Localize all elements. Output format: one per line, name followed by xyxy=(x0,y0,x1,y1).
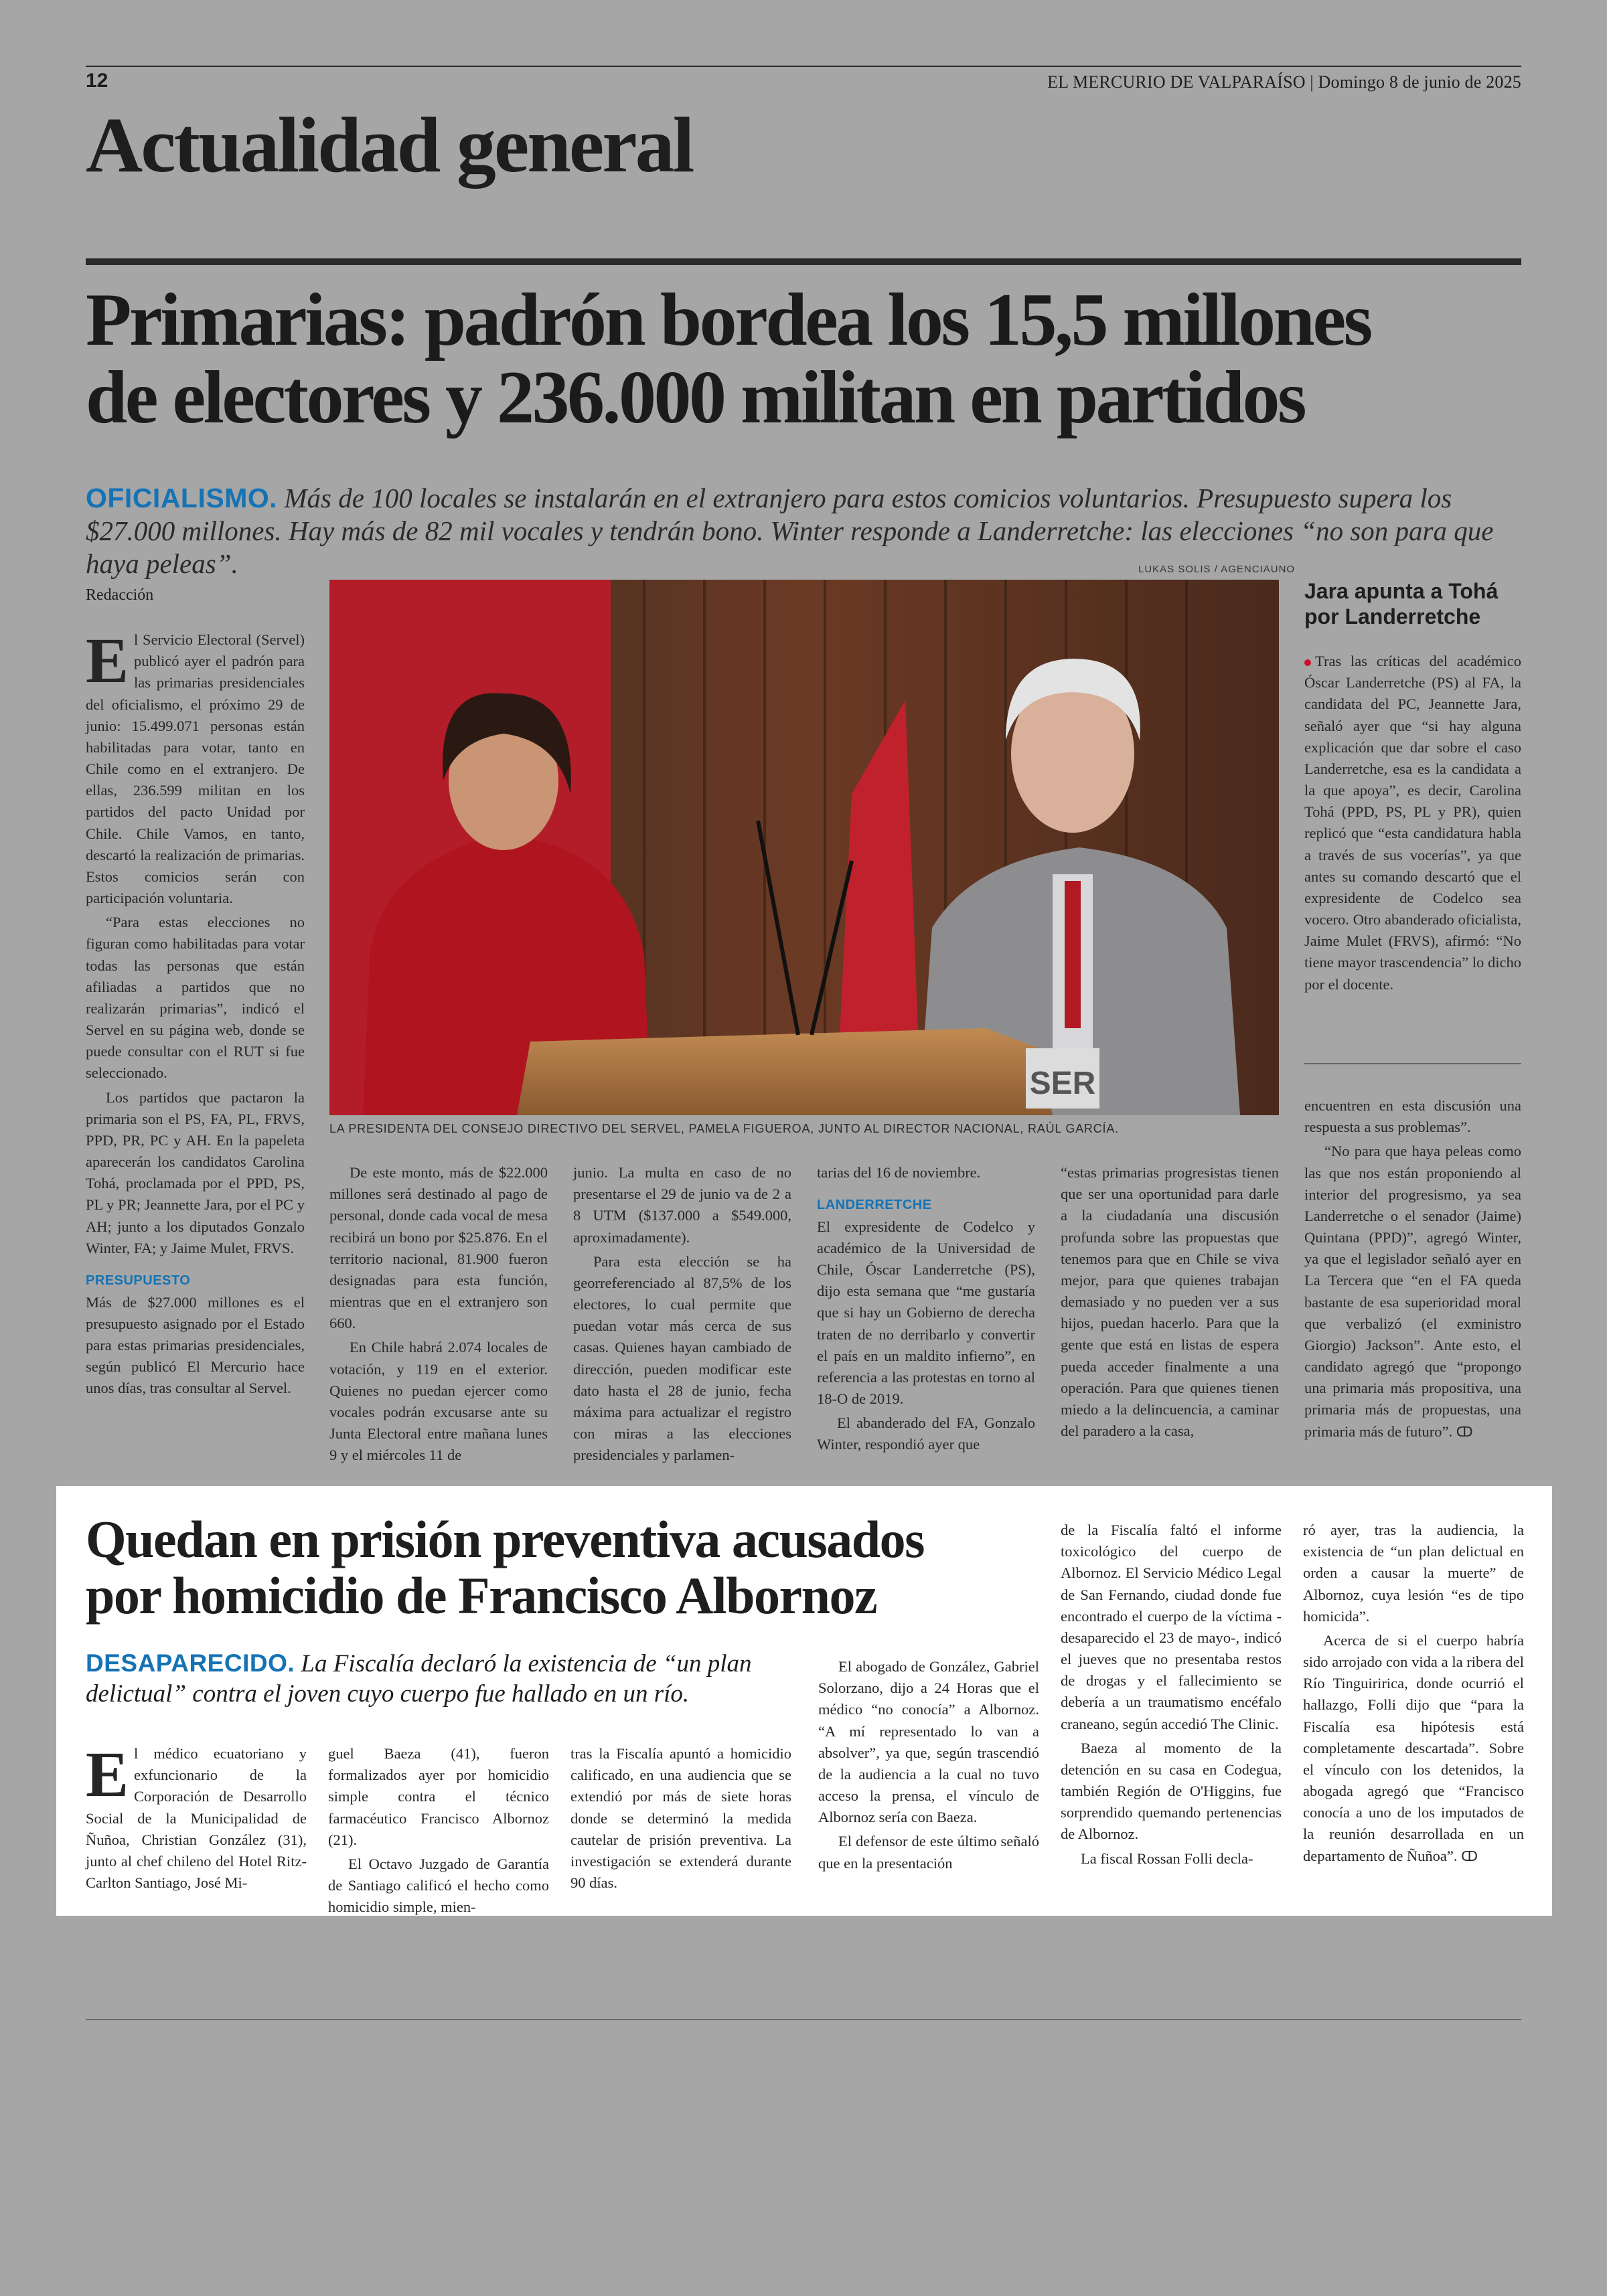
main-deck xyxy=(86,482,1532,581)
second-headline-line2: por homicidio de Francisco Albornoz xyxy=(86,1566,877,1625)
main-col-6 xyxy=(1304,1095,1521,1445)
second-deck-kicker: DESAPARECIDO. xyxy=(86,1649,295,1677)
byline: Redacción xyxy=(86,586,154,604)
main-headline-line2: de electores y 236.000 militan en partidos xyxy=(86,356,1305,440)
second-col-4 xyxy=(818,1656,1039,1877)
second-headline-line1: Quedan en prisión preventiva acusados xyxy=(86,1510,924,1568)
main-col-3 xyxy=(573,1162,791,1469)
subhead-landerretche: LANDERRETCHE xyxy=(817,1198,932,1213)
main-col-5 xyxy=(1061,1162,1279,1445)
second-col-6 xyxy=(1303,1520,1524,1870)
second-col2-p1: guel Baeza (41), fueron formalizados ayer por homicidio simple contra el técnico farmacéutico Francisco Albornoz (21). xyxy=(328,1745,549,1848)
main-col6-p2: “No para que haya peleas como las que nos están proponiendo al interior del progresismo, ya sea Landerretche o el senador (Jaime) Quintana (PPD)”, agregó Winter, ya que el legislador señaló ayer en La Tercera que “en el FA queda bastante de esa superioridad moral que verbalizó (el exministro Giorgio) Jackson”. Ante esto, el candidato agregó que “propongo una primaria más propositiva, una primaria más de propuestas, una primaria más de futuro”. ↀ xyxy=(1304,1143,1521,1440)
dateline: EL MERCURIO DE VALPARAÍSO | Domingo 8 de junio de 2025 xyxy=(1047,72,1521,92)
main-col2-p1: De este monto, más de $22.000 millones será destinado al pago de personal, donde cada vocal de mesa recibirá un bono por $25.876. En el territorio nacional, 81.900 fueron designadas para esta función, mientras que en el extranjero son 660. xyxy=(329,1164,548,1332)
main-col1-p2: “Para estas elecciones no figuran como habilitadas para votar todas las personas que están afiliadas a partidos que no realizarán primarias”, indicó el Servel en su página web, donde se puede consultar con el RUT si fue seleccionado. xyxy=(86,914,305,1082)
second-col4-p1: El abogado de González, Gabriel Solorzano, dijo a 24 Horas que el médico “no conocía” a Albornoz. “A mí representado lo van a absolver”, ya que, según trascendió de la audiencia a la cual no tuvo acceso la prensa, el vínculo de Albornoz sería con Baeza. xyxy=(818,1658,1039,1826)
second-deck xyxy=(86,1648,809,1709)
dropcap: E xyxy=(86,625,129,696)
main-headline xyxy=(86,278,1525,440)
main-col6-p1: encuentren en esta discusión una respuesta a sus problemas”. xyxy=(1304,1097,1521,1136)
main-col-4 xyxy=(817,1162,1035,1459)
deck-text: Más de 100 locales se instalarán en el extranjero para estos comicios voluntarios. Presupuesto supera los $27.000 millones. Hay más de 82 mil vocales y tendrán bono. Winter responde a Landerretche: las elecciones “no son para que haya peleas”. xyxy=(86,483,1494,580)
subhead-presupuesto: PRESUPUESTO xyxy=(86,1273,191,1288)
photo-caption: LA PRESIDENTA DEL CONSEJO DIRECTIVO DEL SERVEL, PAMELA FIGUEROA, JUNTO AL DIRECTOR NACIONAL, RAÚL GARCÍA. xyxy=(329,1122,1119,1135)
podium-label: SER xyxy=(1029,1066,1096,1101)
main-col4-p1: tarias del 16 de noviembre. xyxy=(817,1164,981,1181)
sidebar-divider xyxy=(1304,1063,1521,1064)
second-col-3 xyxy=(570,1743,791,1896)
section-rule xyxy=(86,258,1521,265)
second-end-mark-icon: ↀ xyxy=(1461,1848,1478,1864)
second-col5-p2: Baeza al momento de la detención en su casa en Codegua, también Región de O'Higgins, fue sorprendido quemando pertenencias de Albornoz. xyxy=(1061,1739,1282,1843)
main-col1-p1: El Servicio Electoral (Servel) publicó ayer el padrón para las primarias presidenciales del oficialismo, el próximo 29 de junio: 15.499.071 personas están habilitadas para votar, tanto en Chile como en el extranjero. De ellas, 236.599 militan en los partidos del pacto Unidad por Chile. Chile Vamos, en tanto, descartó la realización de primarias. Estos comicios serán con participación voluntaria. xyxy=(86,625,305,907)
section-title: Actualidad general xyxy=(86,101,693,189)
second-col-5 xyxy=(1061,1520,1282,1872)
main-col4-p3: El abanderado del FA, Gonzalo Winter, respondió ayer que xyxy=(817,1414,1035,1453)
main-col3-p2: Para esta elección se ha georreferenciado al 87,5% de los electores, lo cual permite que puedan votar más cerca de sus casas. Quienes hayan cambiado de dirección, pueden modificar este dato hasta el 28 de junio, fecha máxima para actualizar el registro con miras a las elecciones presidenciales y parlamen- xyxy=(573,1252,791,1464)
second-col5-p3: La fiscal Rossan Folli decla- xyxy=(1081,1850,1253,1867)
second-deck-text: La Fiscalía declaró la existencia de “un plan delictual” contra el joven cuyo cuerpo fue hallado en un río. xyxy=(86,1650,752,1708)
main-col-2 xyxy=(329,1162,548,1469)
top-rule xyxy=(86,66,1521,67)
main-col5-p1: “estas primarias progresistas tienen que ser una oportunidad para darle a la ciudadanía una discusión profunda sobre las propuestas que tenemos para que en Chile se viva mejor, para que quienes trabajan demasiado y no pueden ver a sus hijos, puedan hacerlo. Para que la gente que está en listas de espera pueda acceder finalmente a una operación. Para que quienes tienen miedo a la delincuencia, a caminar del paradero a la casa, xyxy=(1061,1164,1279,1440)
second-col4-p2: El defensor de este último señaló que en la presentación xyxy=(818,1833,1039,1872)
bullet-icon xyxy=(1304,659,1311,666)
deck-kicker: OFICIALISMO. xyxy=(86,483,278,513)
second-headline xyxy=(86,1511,1063,1624)
main-col2-p2: En Chile habrá 2.074 locales de votación, y 119 en el exterior. Quienes no puedan ejercer como vocales podrán excusarse ante su Junta Electoral entre mañana lunes 9 y el miércoles 11 de xyxy=(329,1339,548,1464)
second-col-1: El médico ecuatoriano y exfuncionario de la Corporación de Desarrollo Social de la Municipalidad de Ñuñoa, Christian González (31), junto al chef chileno del Hotel Ritz-Carlton Santiago, José Mi- xyxy=(86,1738,307,1892)
second-col5-p1: de la Fiscalía faltó el informe toxicológico del cuerpo de Albornoz. El Servicio Médico Legal de San Fernando, ciudad donde fue encontrado el cuerpo de la víctima -desaparecido el 23 de mayo-, indicó el jueves que no presentaba restos de drogas y el fallecimiento se debería a un traumatismo encéfalo craneano, según accedió The Clinic. xyxy=(1061,1522,1282,1732)
podium xyxy=(517,1028,1053,1115)
photo-illustration xyxy=(329,580,1279,1115)
photo-credit: LUKAS SOLIS / AGENCIAUNO xyxy=(1138,564,1296,575)
main-col1-p4: Más de $27.000 millones es el presupuesto asignado por el Estado para estas primarias presidenciales, según publicó El Mercurio hace unos días, tras consultar al Servel. xyxy=(86,1293,305,1397)
page-number: 12 xyxy=(86,70,108,92)
second-col3-p1: tras la Fiscalía apuntó a homicidio calificado, en una audiencia que se extendió por más de siete horas donde se determinó la medida cautelar de prisión preventiva. La investigación se extenderá durante 90 días. xyxy=(570,1745,791,1892)
second-col6-p2: Acerca de si el cuerpo habría sido arrojado con vida a la ribera del Río Tinguiririca, donde ocurrió el hallazgo, Folli dijo que “para la Fiscalía esa hipótesis está completamente descartada”. Sobre el vínculo con los detenidos, la abogada agregó que “Francisco conocía a uno de los imputados de la reunión desarrollada en un departamento de Ñuñoa”. ↀ xyxy=(1303,1631,1524,1864)
end-mark-icon: ↀ xyxy=(1456,1423,1473,1440)
main-col4-p2: El expresidente de Codelco y académico de la Universidad de Chile, Óscar Landerretche (PS), dijo esta semana que “me gustaría que si hay un Gobierno de derecha traten de no derribarlo y convertir el país en un maldito infierno”, en referencia a las protestas en torno al 18-O de 2019. xyxy=(817,1218,1035,1408)
second-col2-p2: El Octavo Juzgado de Garantía de Santiago calificó el hecho como homicidio simple, mien- xyxy=(328,1855,549,1916)
sidebar-title: Jara apunta a Tohá por Landerretche xyxy=(1304,579,1499,629)
bottom-rule xyxy=(86,2019,1521,2020)
main-col3-p1: junio. La multa en caso de no presentarse el 29 de junio va de 2 a 8 UTM ($137.000 a $549.000, aproximadamente). xyxy=(573,1164,791,1246)
main-headline-line1: Primarias: padrón bordea los 15,5 millones xyxy=(86,278,1371,361)
second-dropcap: E xyxy=(86,1738,129,1810)
main-photo xyxy=(329,580,1279,1115)
main-col-1 xyxy=(86,625,305,1402)
second-col6-p1: ró ayer, tras la audiencia, la existencia de “un plan delictual en orden a causar la muerte” de Albornoz, cuya lesión “es de tipo homicida”. xyxy=(1303,1522,1524,1625)
second-col-2 xyxy=(328,1743,549,1920)
main-col1-p3: Los partidos que pactaron la primaria son el PS, FA, PL, FRVS, PPD, PR, PC y AH. En la papeleta aparecerán los candidatos Carolina Tohá, proclamada por el PPD, PS, PL y PR; Jeannette Jara, por el PC y AH; junto a los diputados Gonzalo Winter, FA; y Jaime Mulet, FRVS. xyxy=(86,1088,305,1256)
sidebar-text: Tras las críticas del académico Óscar Landerretche (PS) al FA, la candidata del PC, Jeannette Jara, señaló ayer que “si hay alguna explicación que dar sobre el caso Landerretche, esa es la candidata a la que apoya”, es decir, Carolina Tohá (PPD, PS, PL y PR), quien replicó que “esta candidatura habla a través de sus vocerías”, ya que antes su comando descartó que el expresidente de Codelco sea vocero. Otro abanderado oficialista, Jaime Mulet (FRVS), afirmó: “No tiene mayor trascendencia” lo dicho por el docente. xyxy=(1304,653,1521,993)
